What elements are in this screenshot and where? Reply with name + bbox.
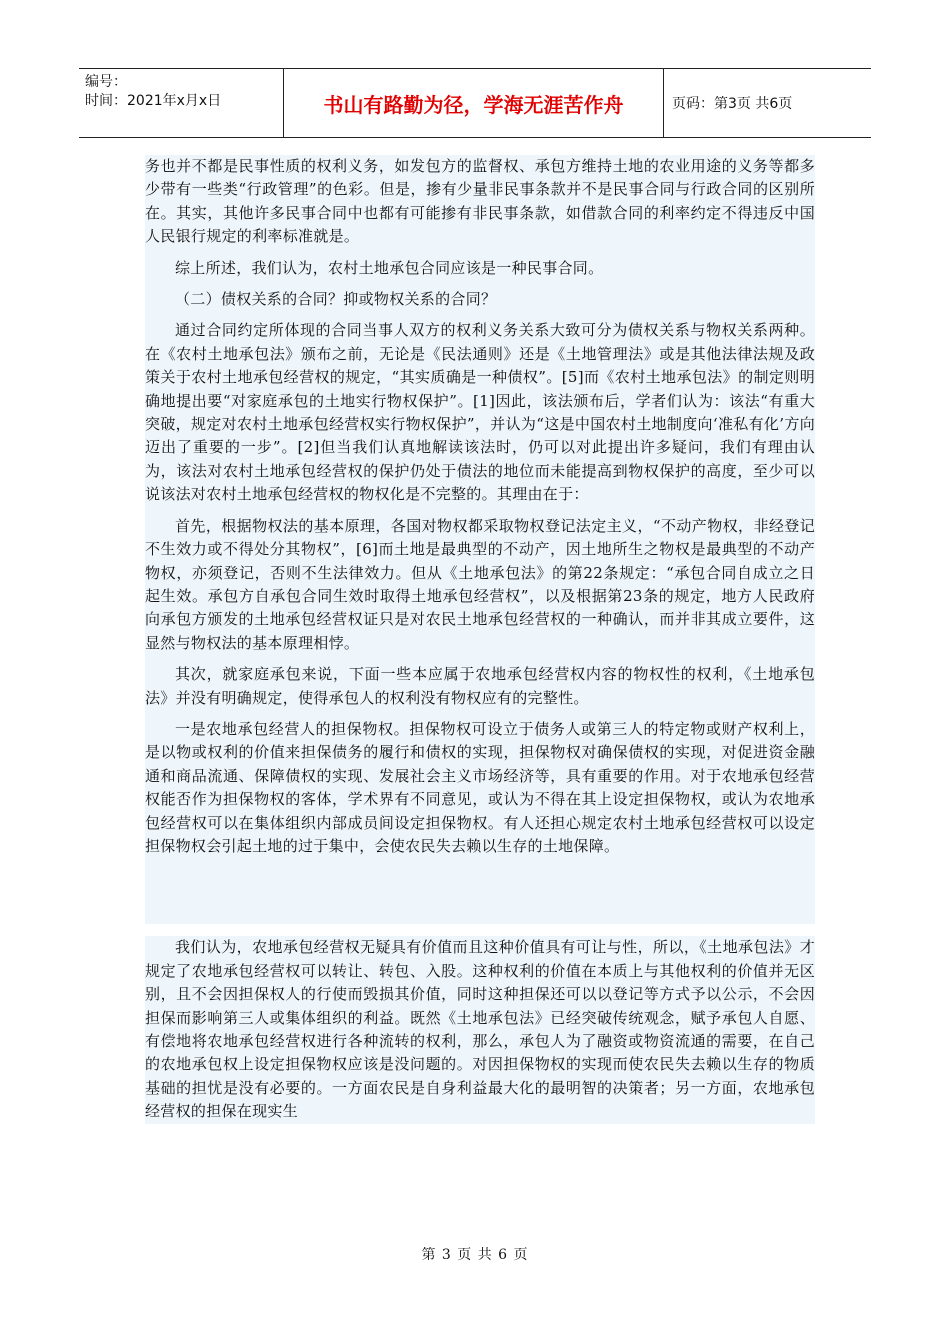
document-header — [79, 68, 871, 138]
header-motto: 书山有路勤为径，学海无涯苦作舟 — [284, 69, 664, 137]
blank-space — [145, 858, 815, 924]
paragraph-conclusion: 综上所述，我们认为，农村土地承包合同应该是一种民事合同。 — [175, 258, 604, 277]
header-page-number: 页码：第3页 共6页 — [672, 96, 793, 112]
paragraph: 一是农地承包经营人的担保物权。担保物权可设立于债务人或第三人的特定物或财产权利上，是以物或权利的价值来担保债务的履行和债权的实现，担保物权对确保债权的实现，对促进资金融通和商品流通、保障债权的实现、发展社会主义市场经济等，具有重要的作用。对于农地承包经营权能否作为担保物权的客体，学术界有不同意见，或认为不得在其上设定担保物权，或认为农地承包经营权可以在集体组织内部成员间设定担保物权。有人还担心规定农村土地承包经营权可以设定担保物权会引起土地的过于集中，会使农民失去赖以生存的土地保障。 — [145, 719, 815, 855]
serial-number-label: 编号： — [85, 74, 127, 90]
paragraph: 我们认为，农地承包经营权无疑具有价值而且这种价值具有可让与性，所以，《土地承包法》才规定了农地承包经营权可以转让、转包、入股。这种权利的价值在本质上与其他权利的价值并无区别，且不会因担保权人的行使而毁损其价值，同时这种担保还可以以登记等方式予以公示，不会因担保而影响第三人或集体组织的利益。既然《土地承包法》已经突破传统观念，赋予承包人自愿、有偿地将农地承包经营权进行各种流转的权利，那么，承包人为了融资或物资流通的需要，在自己的农地承包权上设定担保物权应该是没问题的。对因担保物权的实现而使农民失去赖以生存的物质基础的担忧是没有必要的。一方面农民是自身利益最大化的最明智的决策者；另一方面，农地承包经营权的担保在现实生 — [145, 936, 815, 1123]
section-heading: （二）债权关系的合同？抑或物权关系的合同？ — [175, 290, 497, 309]
paragraph-continued: 务也并不都是民事性质的权利义务，如发包方的监督权、承包方维持土地的农业用途的义务等都多少带有一些类“行政管理”的色彩。但是，掺有少量非民事条款并不是民事合同与行政合同的区别所在。其实，其他许多民事合同中也都有可能掺有非民事条款，如借款合同的利率约定不得违反中国人民银行规定的利率标准就是。 — [145, 157, 815, 246]
highlighted-block-1 — [145, 155, 815, 924]
paragraph: 首先，根据物权法的基本原理，各国对物权都采取物权登记法定主义，“不动产物权，非经登记不生效力或不得处分其物权”，[6]而土地是最典型的不动产，因土地所生之物权是最典型的不动产物权，亦须登记，否则不生法律效力。但从《土地承包法》的第22条规定：“承包合同自成立之日起生效。承包方自承包合同生效时取得土地承包经营权”，以及根据第23条的规定，地方人民政府向承包方颁发的土地承包经营权证只是对农民土地承包经营权的一种确认，而并非其成立要件，这显然与物权法的基本原理相悖。 — [145, 516, 815, 652]
paragraph: 其次，就家庭承包来说，下面一些本应属于农地承包经营权内容的物权性的权利，《土地承包法》并没有明确规定，使得承包人的权利没有物权应有的完整性。 — [145, 665, 815, 707]
date-label: 时间：2021年x月x日 — [85, 93, 222, 109]
paragraph: 通过合同约定所体现的合同当事人双方的权利义务关系大致可分为债权关系与物权关系两种。在《农村土地承包法》颁布之前，无论是《民法通则》还是《土地管理法》或是其他法律法规及政策关于农村土地承包经营权的规定，“其实质确是一种债权”。[5]而《农村土地承包法》的制定则明确地提出要“对家庭承包的土地实行物权保护”。[1]因此，该法颁布后，学者们认为：该法“有重大突破，规定对农村土地承包经营权实行物权保护”，并认为“这是中国农村土地制度向‘准私有化’方向迈出了重要的一步”。[2]但当我们认真地解读该法时，仍可以对此提出许多疑问，我们有理由认为，该法对农村土地承包经营权的保护仍处于债法的地位而未能提高到物权保护的高度，至少可以说该法对农村土地承包经营权的物权化是不完整的。其理由在于： — [145, 321, 815, 504]
document-body — [145, 155, 815, 1124]
header-info-cell — [79, 69, 284, 137]
page-footer: 第 3 页 共 6 页 — [421, 1247, 529, 1263]
